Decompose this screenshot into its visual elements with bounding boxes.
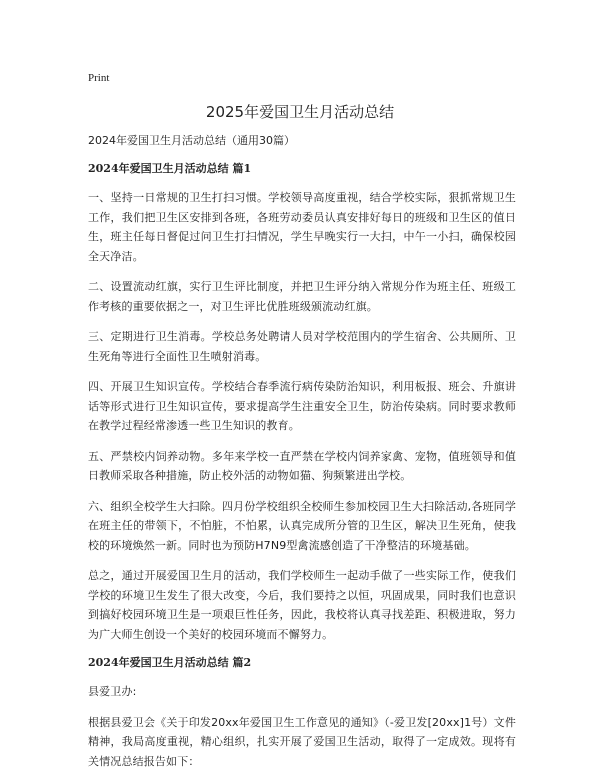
paragraph: 三、定期进行卫生消毒。学校总务处聘请人员对学校范围内的学生宿舍、公共厕所、卫生死角等进行全面性卫生喷射消毒。 xyxy=(88,330,516,363)
section-heading: 2024年爱国卫生月活动总结 篇2 xyxy=(88,656,252,669)
paragraph: 根据县爱卫会《关于印发20xx年爱国卫生工作意见的通知》（-爱卫发[20xx]1号）文件精神，我局高度重视，精心组织，扎实开展了爱国卫生活动，取得了一定成效。现将有关情况总结报告如下： xyxy=(88,715,516,768)
document-body xyxy=(88,133,516,782)
section-heading: 2024年爱国卫生月活动总结 篇1 xyxy=(88,162,252,175)
page-title: 2025年爱国卫生月活动总结 xyxy=(205,103,395,121)
section-1 xyxy=(88,161,516,644)
paragraph: 五、严禁校内饲养动物。多年来学校一直严禁在学校内饲养家禽、宠物，值班领导和值日教师采取各种措施，防止校外活的动物如猫、狗频繁进出学校。 xyxy=(88,449,516,482)
paragraph: 二、设置流动红旗，实行卫生评比制度，并把卫生评分纳入常规分作为班主任、班级工作考核的重要依据之一，对卫生评比优胜班级颁流动红旗。 xyxy=(88,280,516,313)
paragraph: 四、开展卫生知识宣传。学校结合春季流行病传染防治知识，利用板报、班会、升旗讲话等形式进行卫生知识宣传，要求提高学生注重安全卫生，防治传染病。同时要求教师在教学过程经常渗透一些卫生知识的教育。 xyxy=(88,380,516,432)
print-link[interactable]: Print xyxy=(88,72,110,84)
paragraph: 总之，通过开展爱国卫生月的活动，我们学校师生一起动手做了一些实际工作，使我们学校的环境卫生发生了很大改变，今后，我们要持之以恒，巩固成果，同时我们也意识到搞好校园环境卫生是一项艰巨性任务，因此，我校将认真寻找差距、积极进取，努力为广大师生创设一个美好的校园环境而不懈努力。 xyxy=(88,569,516,641)
document-subtitle: 2024年爱国卫生月活动总结（通用30篇） xyxy=(88,134,295,147)
section-2 xyxy=(88,655,516,771)
salutation: 县爱卫办: xyxy=(88,685,137,698)
paragraph: 六、组织全校学生大扫除。四月份学校组织全校师生参加校园卫生大扫除活动,各班同学在班主任的带领下，不怕脏，不怕累，认真完成所分管的卫生区，解决卫生死角，使我校的环境焕然一新。同时也为预防H7N9型禽流感创造了干净整洁的环境基础。 xyxy=(88,499,516,552)
paragraph: 一、坚持一日常规的卫生打扫习惯。学校领导高度重视，结合学校实际，狠抓常规卫生工作，我们把卫生区安排到各班，各班劳动委员认真安排好每日的班级和卫生区的值日生，班主任每日督促过问卫生打扫情况，学生早晚实行一大扫，中午一小扫，确保校园全天净洁。 xyxy=(88,191,516,263)
